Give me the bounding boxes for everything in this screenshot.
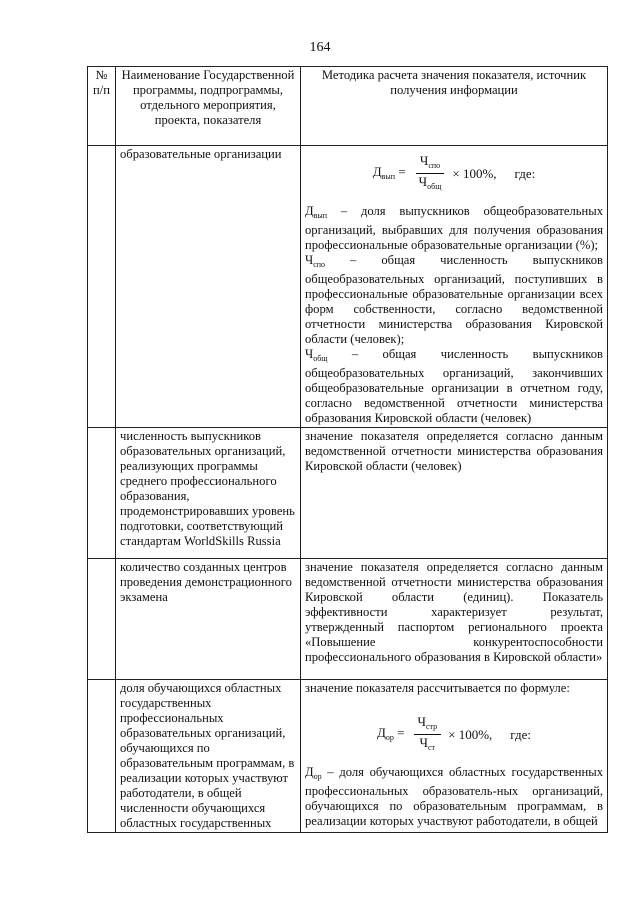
indicator-name: численность выпускников образовательных организаций, реализующих программы среднего профессионального образования, продемонстрировавших уровень подготовки, соответствующий стандартам WorldSkills Russia <box>116 428 301 559</box>
definition: $Ч_{спо}$ – общая численность выпускников общеобразовательных организаций, поступивших в профессиональные образовательные организации всех форм собственности, согласно ведомственной отчетности министерства образования Кировской области (человек); <box>305 253 603 346</box>
formula-denominator: $Ч_{ст}$ <box>419 735 436 752</box>
formula-numerator: $Ч_{стр}$ <box>414 714 442 735</box>
method-text: значение показателя определяется согласно данным ведомственной отчетности министерства образования Кировской области (человек) <box>301 428 608 559</box>
table-row <box>88 428 608 559</box>
method-intro: значение показателя рассчитывается по формуле: <box>305 681 570 695</box>
row-number <box>88 680 116 833</box>
formula-lhs: $Д_{ор}$ = <box>377 724 405 742</box>
header-method: Методика расчета значения показателя, источник получения информации <box>301 67 608 146</box>
method-cell <box>301 680 608 833</box>
formula-numerator: $Ч_{спо}$ <box>416 153 444 174</box>
page-number: 164 <box>309 40 331 55</box>
table-row <box>88 559 608 680</box>
indicator-name: количество созданных центров проведения демонстрационного экзамена <box>116 559 301 680</box>
formula-fraction <box>415 153 446 194</box>
formula-denominator: $Ч_{общ}$ <box>418 174 442 191</box>
formula <box>305 153 603 194</box>
row-number <box>88 428 116 559</box>
indicator-table <box>87 66 608 833</box>
header-name: Наименование Государственной программы, подпрограммы, отдельного мероприятия, проекта, показателя <box>116 67 301 146</box>
method-text: значение показателя определяется согласно данным ведомственной отчетности министерства образования Кировской области (единиц). Показатель эффективности характеризует результат, утвержденный паспортом регионального проекта «Повышение конкурентоспособности профессионального образования в Кировской области» <box>301 559 608 680</box>
formula-fraction <box>414 714 442 755</box>
formula-tail: × 100%, где: <box>448 727 531 742</box>
row-number <box>88 146 116 428</box>
definition: $Ч_{общ}$ – общая численность выпускников общеобразовательных организаций, закончивших общеобразовательные организации в отчетном году, согласно ведомственной отчетности министерства образования Кировской области (человек) <box>305 347 603 425</box>
formula <box>305 714 603 755</box>
method-cell <box>301 146 608 428</box>
table-row <box>88 146 608 428</box>
definition: $Д_{ор}$ – доля обучающихся областных государственных профессиональных образователь-ных организаций, обучающихся по образовательным программам, в реализации которых участвуют работодатели, в общей <box>305 765 603 828</box>
table-header-row <box>88 67 608 146</box>
formula-tail: × 100%, где: <box>452 166 536 181</box>
definition: $Д_{вып}$ – доля выпускников общеобразовательных организаций, выбравших для получения образования профессиональные образовательные организации (%); <box>305 204 603 252</box>
indicator-name: доля обучающихся областных государственных профессиональных образовательных организаций, обучающихся по образовательным программам, в реализации которых участвуют работодатели, в общей численности обучающихся областных государственных <box>116 680 301 833</box>
table-row <box>88 680 608 833</box>
formula-lhs: $Д_{вып}$ = <box>372 163 406 181</box>
row-number <box>88 559 116 680</box>
header-number: № п/п <box>88 67 116 146</box>
indicator-name: образовательные организации <box>116 146 301 428</box>
